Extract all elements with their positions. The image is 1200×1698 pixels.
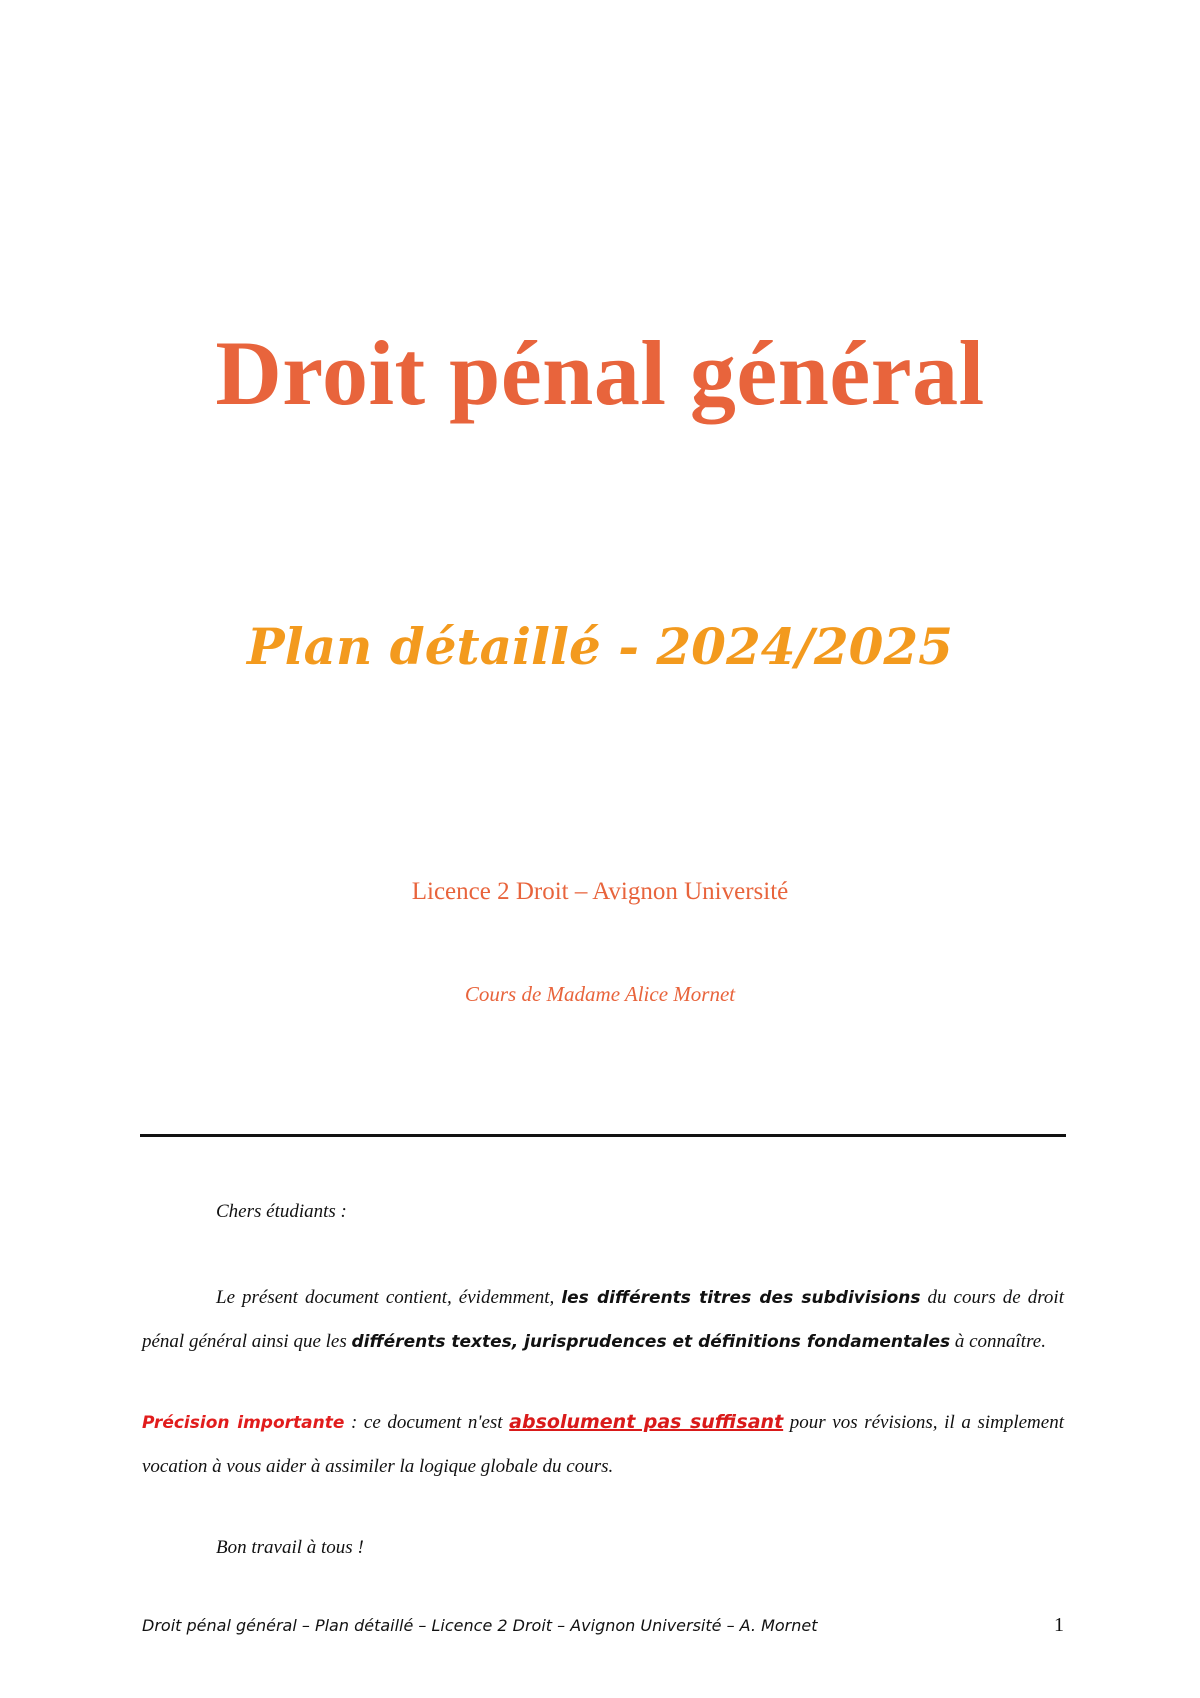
content-text-3: à connaître.: [950, 1331, 1046, 1352]
professor-line: Cours de Madame Alice Mornet: [464, 982, 736, 1006]
greeting-paragraph: Chers étudiants :: [216, 1201, 347, 1222]
precision-text-2: pour vos révisions, il a simplement vocation à vous aider à assimiler la logique globale du cours.: [142, 1412, 1064, 1477]
closing-paragraph: Bon travail à tous !: [216, 1537, 364, 1558]
document-subtitle: Plan détaillé - 2024/2025: [247, 617, 953, 676]
document-title: Droit pénal général: [215, 322, 985, 424]
precision-emphasis: absolument pas suffisant: [509, 1411, 784, 1433]
page-footer: Droit pénal général – Plan détaillé – Licence 2 Droit – Avignon Université – A. Mornet: [142, 1616, 818, 1635]
page-number: 1: [1054, 1614, 1064, 1636]
precision-label: Précision importante: [142, 1413, 345, 1433]
content-text-2: du cours de droit pénal général ainsi que les: [142, 1287, 1064, 1352]
content-text-1: Le présent document contient, évidemment,: [216, 1287, 562, 1308]
precision-text-1: : ce document n'est: [344, 1412, 510, 1433]
content-bold-texts: différents textes, jurisprudences et définitions fondamentales: [351, 1332, 951, 1352]
content-paragraph: [142, 1276, 1064, 1364]
horizontal-divider: [140, 1134, 1066, 1137]
institution-line: Licence 2 Droit – Avignon Université: [411, 878, 789, 905]
precision-paragraph: [142, 1400, 1064, 1489]
content-bold-subdivisions: les différents titres des subdivisions: [561, 1288, 921, 1308]
